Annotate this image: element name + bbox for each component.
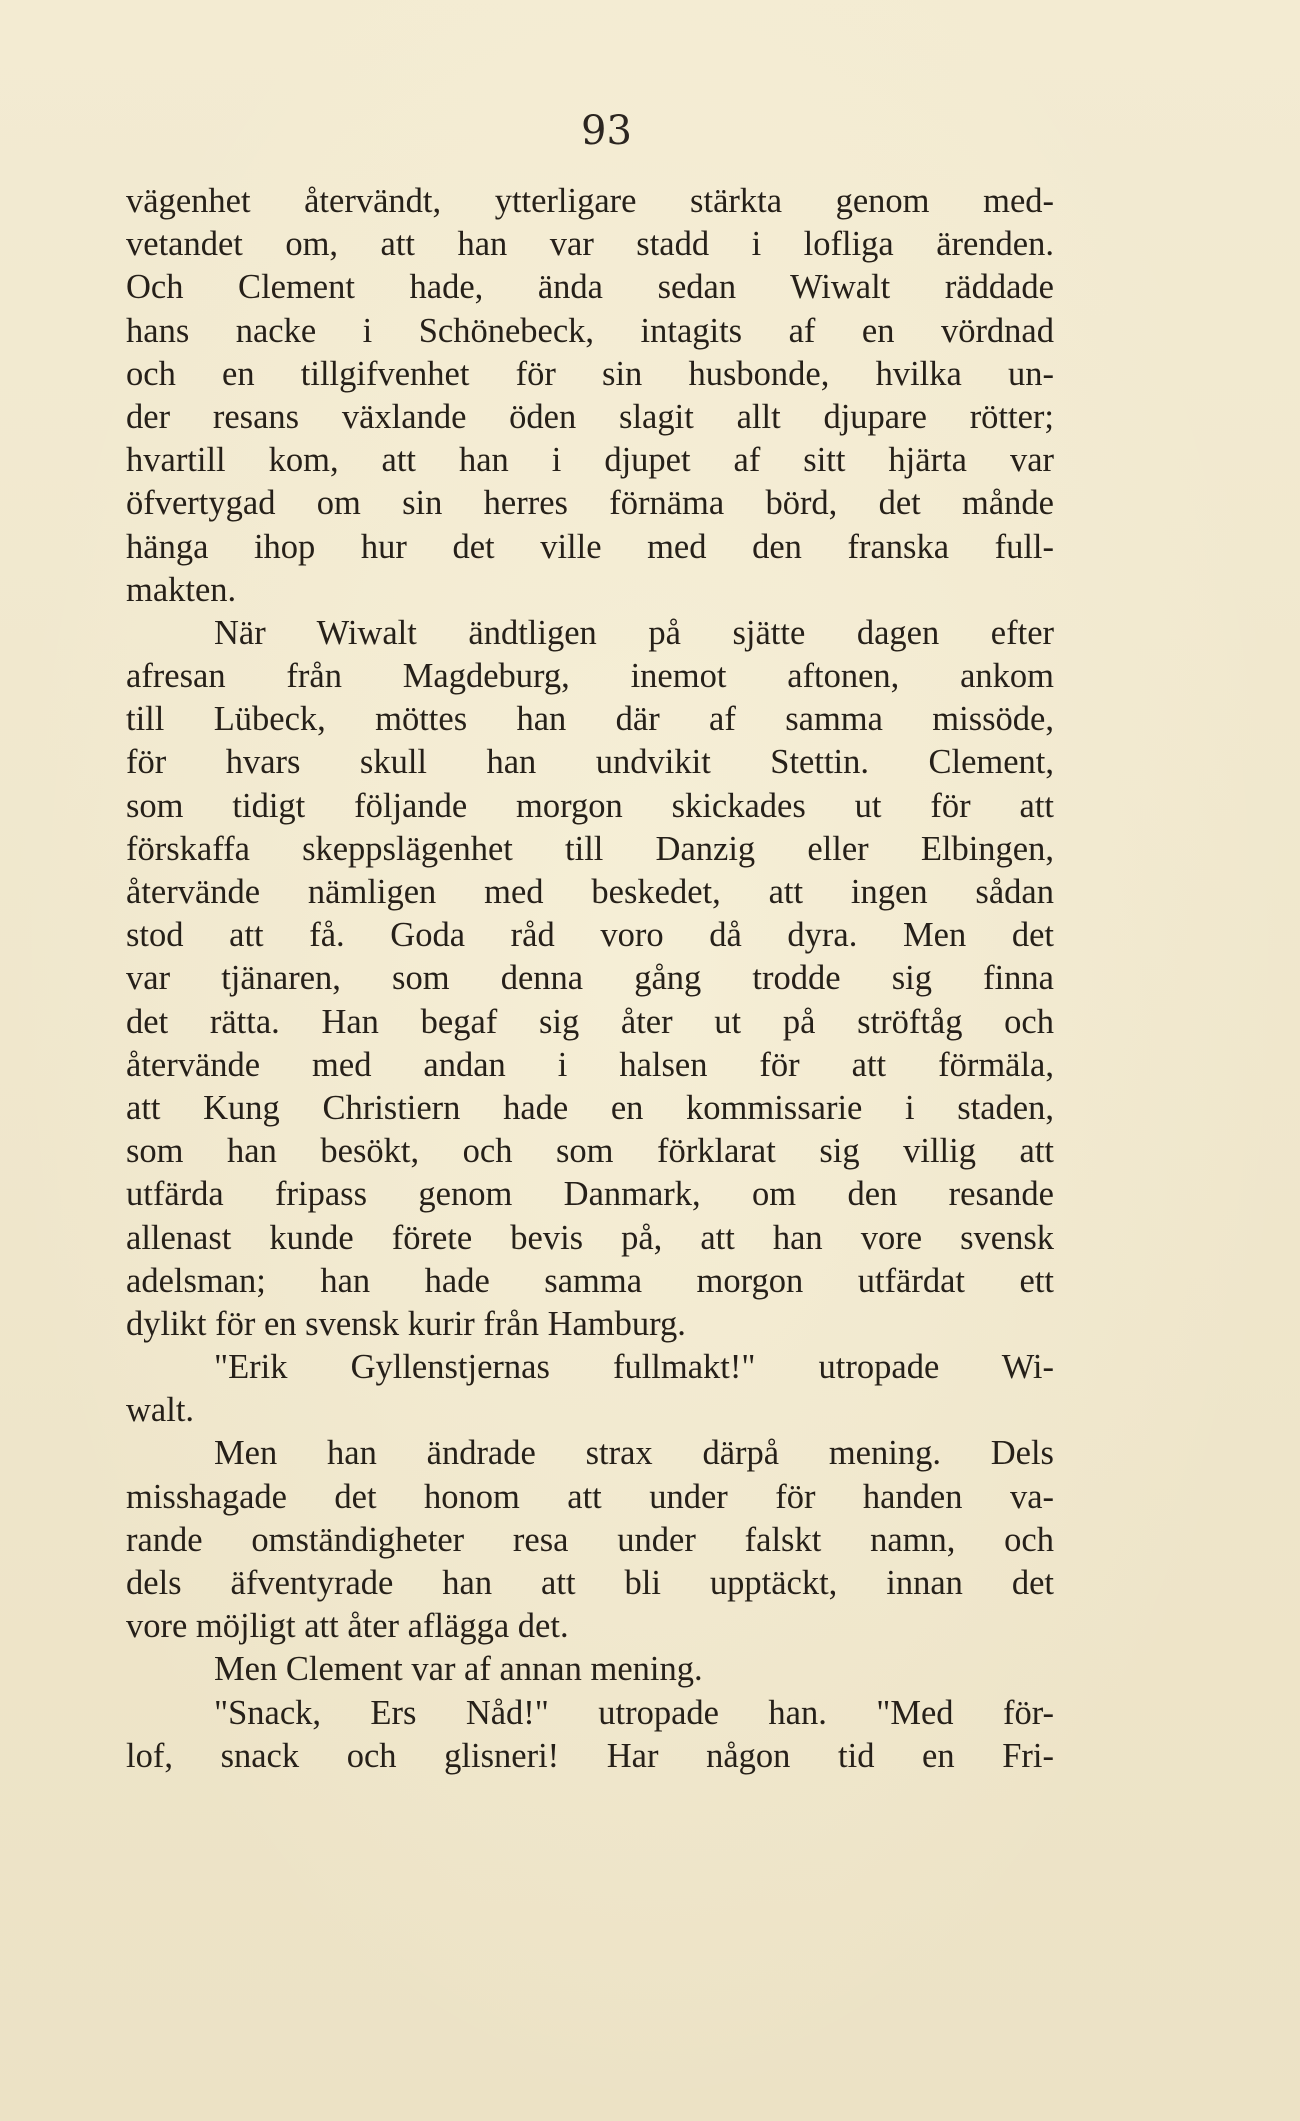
text-line: makten. — [126, 570, 237, 609]
text-line: adelsman; han hade samma morgon utfärdat ett — [126, 1261, 1054, 1300]
text-line: lof, snack och glisneri! Har någon tid en Fri- — [126, 1736, 1054, 1775]
text-line: vore möjligt att åter aflägga det. — [126, 1607, 569, 1646]
text-line: utfärda fripass genom Danmark, om den resande — [126, 1175, 1054, 1214]
text-line: återvände med andan i halsen för att förmäla, — [126, 1045, 1054, 1084]
page-number: 93 — [581, 108, 632, 154]
text-line: hvartill kom, att han i djupet af sitt hjärta var — [126, 441, 1054, 480]
text-line: misshagade det honom att under för handen va- — [126, 1477, 1054, 1516]
text-line: Men Clement var af annan mening. — [214, 1650, 703, 1689]
text-line: som tidigt följande morgon skickades ut för att — [126, 786, 1054, 825]
text-line: stod att få. Goda råd voro då dyra. Men det — [126, 916, 1054, 955]
text-line: Och Clement hade, ända sedan Wiwalt räddade — [126, 268, 1054, 307]
text-line: vägenhet återvändt, ytterligare stärkta genom med- — [126, 182, 1054, 220]
text-line: dylikt för en svensk kurir från Hamburg. — [126, 1304, 686, 1343]
text-line: När Wiwalt ändtligen på sjätte dagen efter — [214, 613, 1054, 652]
text-line: Men han ändrade strax därpå mening. Dels — [214, 1434, 1054, 1473]
text-line: till Lübeck, möttes han där af samma missöde, — [126, 700, 1054, 739]
text-line: "Erik Gyllenstjernas fullmakt!" utropade Wi- — [214, 1348, 1054, 1387]
text-line: allenast kunde förete bevis på, att han vore svensk — [126, 1218, 1054, 1257]
text-line: och en tillgifvenhet för sin husbonde, hvilka un- — [126, 354, 1054, 393]
body-text — [126, 180, 1054, 1778]
text-line: dels äfventyrade han att bli upptäckt, innan det — [126, 1564, 1054, 1602]
text-line: hänga ihop hur det ville med den franska full- — [126, 527, 1054, 566]
text-line: walt. — [126, 1391, 195, 1430]
text-line: hans nacke i Schönebeck, intagits af en vördnad — [126, 311, 1054, 350]
text-line: afresan från Magdeburg, inemot aftonen, ankom — [126, 657, 1054, 696]
text-line: vetandet om, att han var stadd i lofliga ärenden. — [126, 225, 1054, 264]
text-line: det rätta. Han begaf sig åter ut på ströftåg och — [126, 1002, 1054, 1041]
text-line: "Snack, Ers Nåd!" utropade han. "Med för- — [214, 1693, 1054, 1732]
text-line: för hvars skull han undvikit Stettin. Clement, — [126, 743, 1054, 782]
text-line: öfvertygad om sin herres förnäma börd, det månde — [126, 484, 1054, 523]
text-line: der resans växlande öden slagit allt djupare rötter; — [126, 397, 1054, 436]
text-line: att Kung Christiern hade en kommissarie i staden, — [126, 1088, 1054, 1127]
text-line: förskaffa skeppslägenhet till Danzig eller Elbingen, — [126, 829, 1054, 868]
text-line: som han besökt, och som förklarat sig villig att — [126, 1132, 1054, 1171]
text-line: rande omständigheter resa under falskt namn, och — [126, 1520, 1054, 1559]
text-line: återvände nämligen med beskedet, att ingen sådan — [126, 873, 1054, 911]
text-line: var tjänaren, som denna gång trodde sig finna — [126, 959, 1054, 998]
